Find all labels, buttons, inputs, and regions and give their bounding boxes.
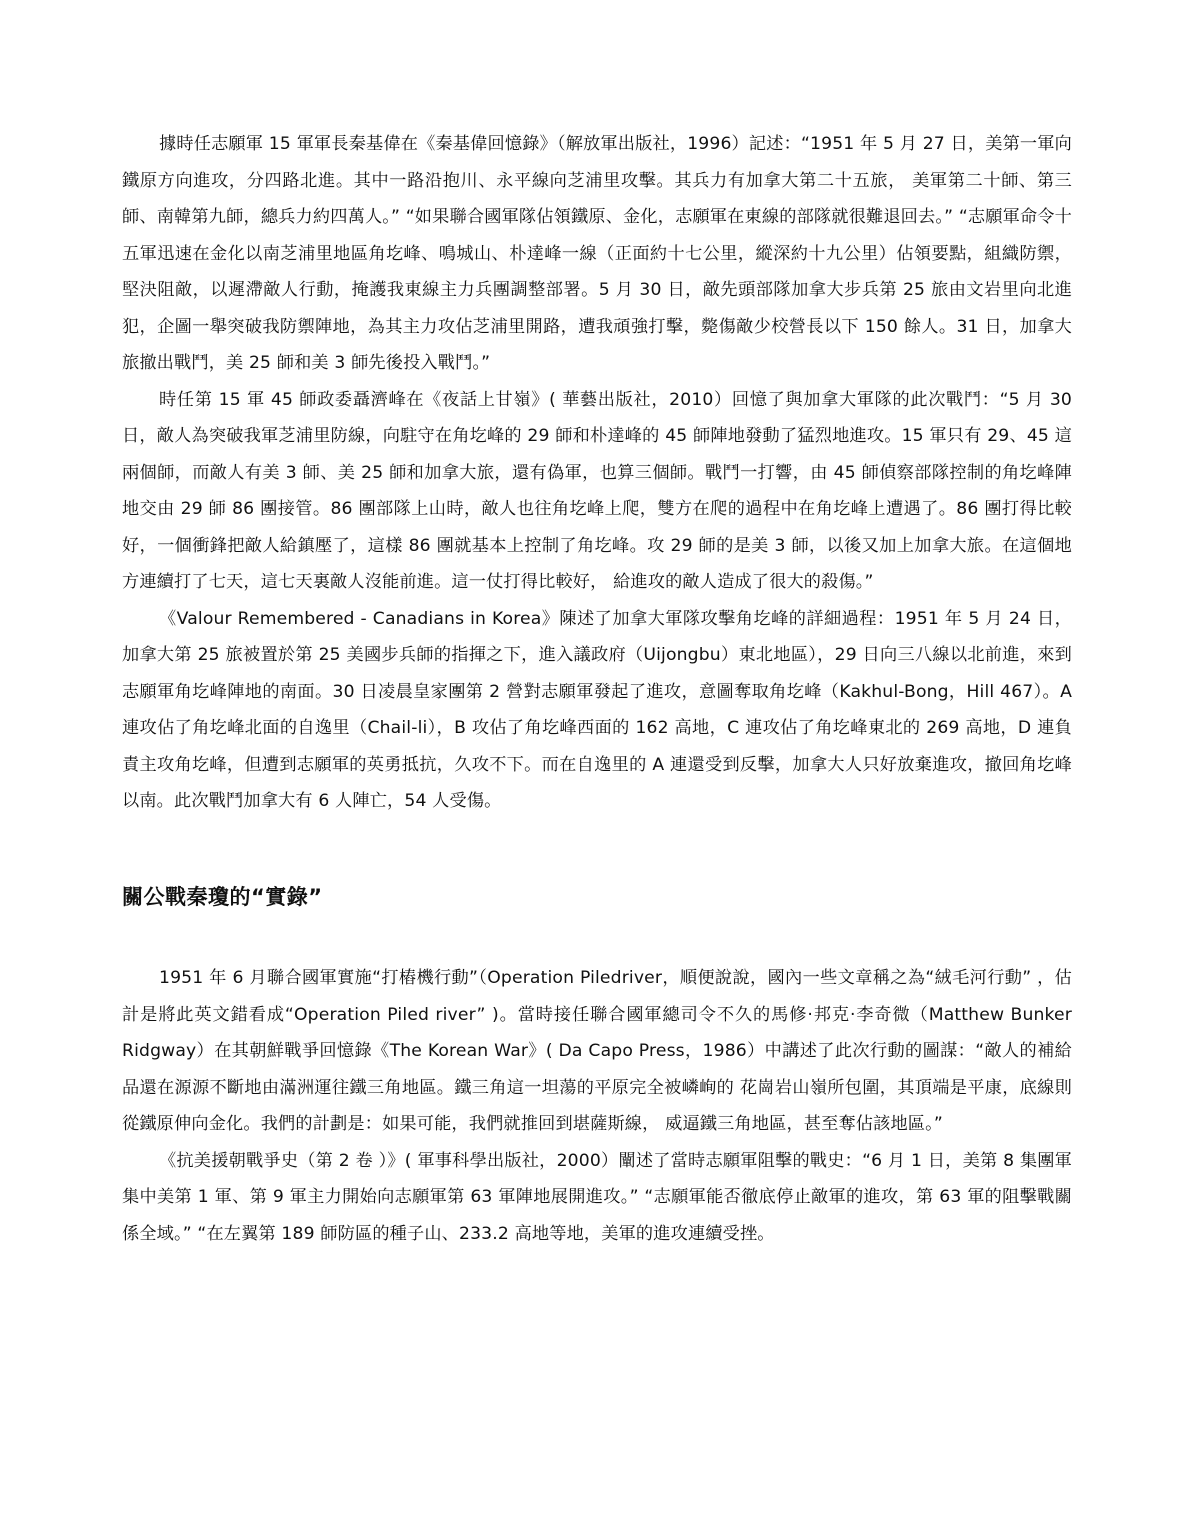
paragraph-nie-jifeng-recollection: 時任第 15 軍 45 師政委聶濟峰在《夜話上甘嶺》( 華藝出版社，2010）回憶了與加拿大軍隊的此次戰鬥：“5 月 30 日，敵人為突破我軍芝浦里防線，向駐守在角圪峰的 29 師和朴達峰的 45 師陣地發動了猛烈地進攻。15 軍只有 29、45 這兩個師，而敵人有美 3 師、美 25 師和加拿大旅，還有偽軍，也算三個師。戰鬥一打響，由 45 師偵察部隊控制的角圪峰陣地交由 29 師 86 團接管。86 團部隊上山時，敵人也往角圪峰上爬，雙方在爬的過程中在角圪峰上遭遇了。86 團打得比較好，一個衝鋒把敵人給鎮壓了，這樣 86 團就基本上控制了角圪峰。攻 29 師的是美 3 師，以後又加上加拿大旅。在這個地方連續打了七天，這七天裏敵人沒能前進。這一仗打得比較好， 給進攻的敵人造成了很大的殺傷。” (122, 389, 1072, 592)
body-text-lower (122, 960, 1072, 1252)
paragraph-war-history-vol2: 《抗美援朝戰爭史（第 2 卷 ）》( 軍事科學出版社，2000）闡述了當時志願軍阻擊的戰史：“6 月 1 日，美第 8 集團軍集中美第 1 軍、第 9 軍主力開始向志願軍第 63 軍陣地展開進攻。” “志願軍能否徹底停止敵軍的進攻，第 63 軍的阻擊戰關係全域。” “在左翼第 189 師防區的種子山、233.2 高地等地，美軍的進攻連續受挫。 (122, 1150, 1072, 1244)
section-heading: 關公戰秦瓊的“實錄” (122, 885, 323, 909)
paragraph-operation-piledriver: 1951 年 6 月聯合國軍實施“打樁機行動”（Operation Piledriver，順便說說，國內一些文章稱之為“絨毛河行動” ，估計是將此英文錯看成“Operation Piled river” )。當時接任聯合國軍總司令不久的馬修·邦克·李奇微（Matthew Bunker Ridgway）在其朝鮮戰爭回憶錄《The Korean War》( Da Capo Press，1986）中講述了此次行動的圖謀：“敵人的補給品還在源源不斷地由滿洲運往鐵三角地區。鐵三角這一坦蕩的平原完全被嶙峋的 花崗岩山嶺所包圍，其頂端是平康，底線則從鐵原伸向金化。我們的計劃是：如果可能，我們就推回到堪薩斯線， 威逼鐵三角地區，甚至奪佔該地區。” (122, 968, 1072, 1134)
body-text-upper (122, 126, 1072, 820)
paragraph-qin-jiwei-memoir: 據時任志願軍 15 軍軍長秦基偉在《秦基偉回憶錄》（解放軍出版社，1996）記述：“1951 年 5 月 27 日，美第一軍向鐵原方向進攻，分四路北進。其中一路沿抱川、永平線向芝浦里攻擊。其兵力有加拿大第二十五旅， 美軍第二十師、第三師、南韓第九師，總兵力約四萬人。” “如果聯合國軍隊佔領鐵原、金化，志願軍在東線的部隊就很難退回去。” “志願軍命令十五軍迅速在金化以南芝浦里地區角圪峰、鳴城山、朴達峰一線（正面約十七公里，縱深約十九公里）佔領要點，組織防禦，堅決阻敵，以遲滯敵人行動，掩護我東線主力兵團調整部署。5 月 30 日，敵先頭部隊加拿大步兵第 25 旅由文岩里向北進犯，企圖一舉突破我防禦陣地，為其主力攻佔芝浦里開路，遭我頑強打擊，斃傷敵少校營長以下 150 餘人。31 日，加拿大旅撤出戰鬥，美 25 師和美 3 師先後投入戰鬥。” (122, 134, 1072, 373)
paragraph-valour-remembered: 《Valour Remembered - Canadians in Korea》陳述了加拿大軍隊攻擊角圪峰的詳細過程：1951 年 5 月 24 日，加拿大第 25 旅被置於第 25 美國步兵師的指揮之下，進入議政府（Uijongbu）東北地區），29 日向三八線以北前進，來到志願軍角圪峰陣地的南面。30 日凌晨皇家團第 2 營對志願軍發起了進攻，意圖奪取角圪峰（Kakhul-Bong，Hill 467）。A 連攻佔了角圪峰北面的自逸里（Chail-li），B 攻佔了角圪峰西面的 162 高地，C 連攻佔了角圪峰東北的 269 高地，D 連負責主攻角圪峰，但遭到志願軍的英勇抵抗，久攻不下。而在自逸里的 A 連還受到反擊，加拿大人只好放棄進攻，撤回角圪峰以南。此次戰鬥加拿大有 6 人陣亡，54 人受傷。 (122, 608, 1072, 811)
